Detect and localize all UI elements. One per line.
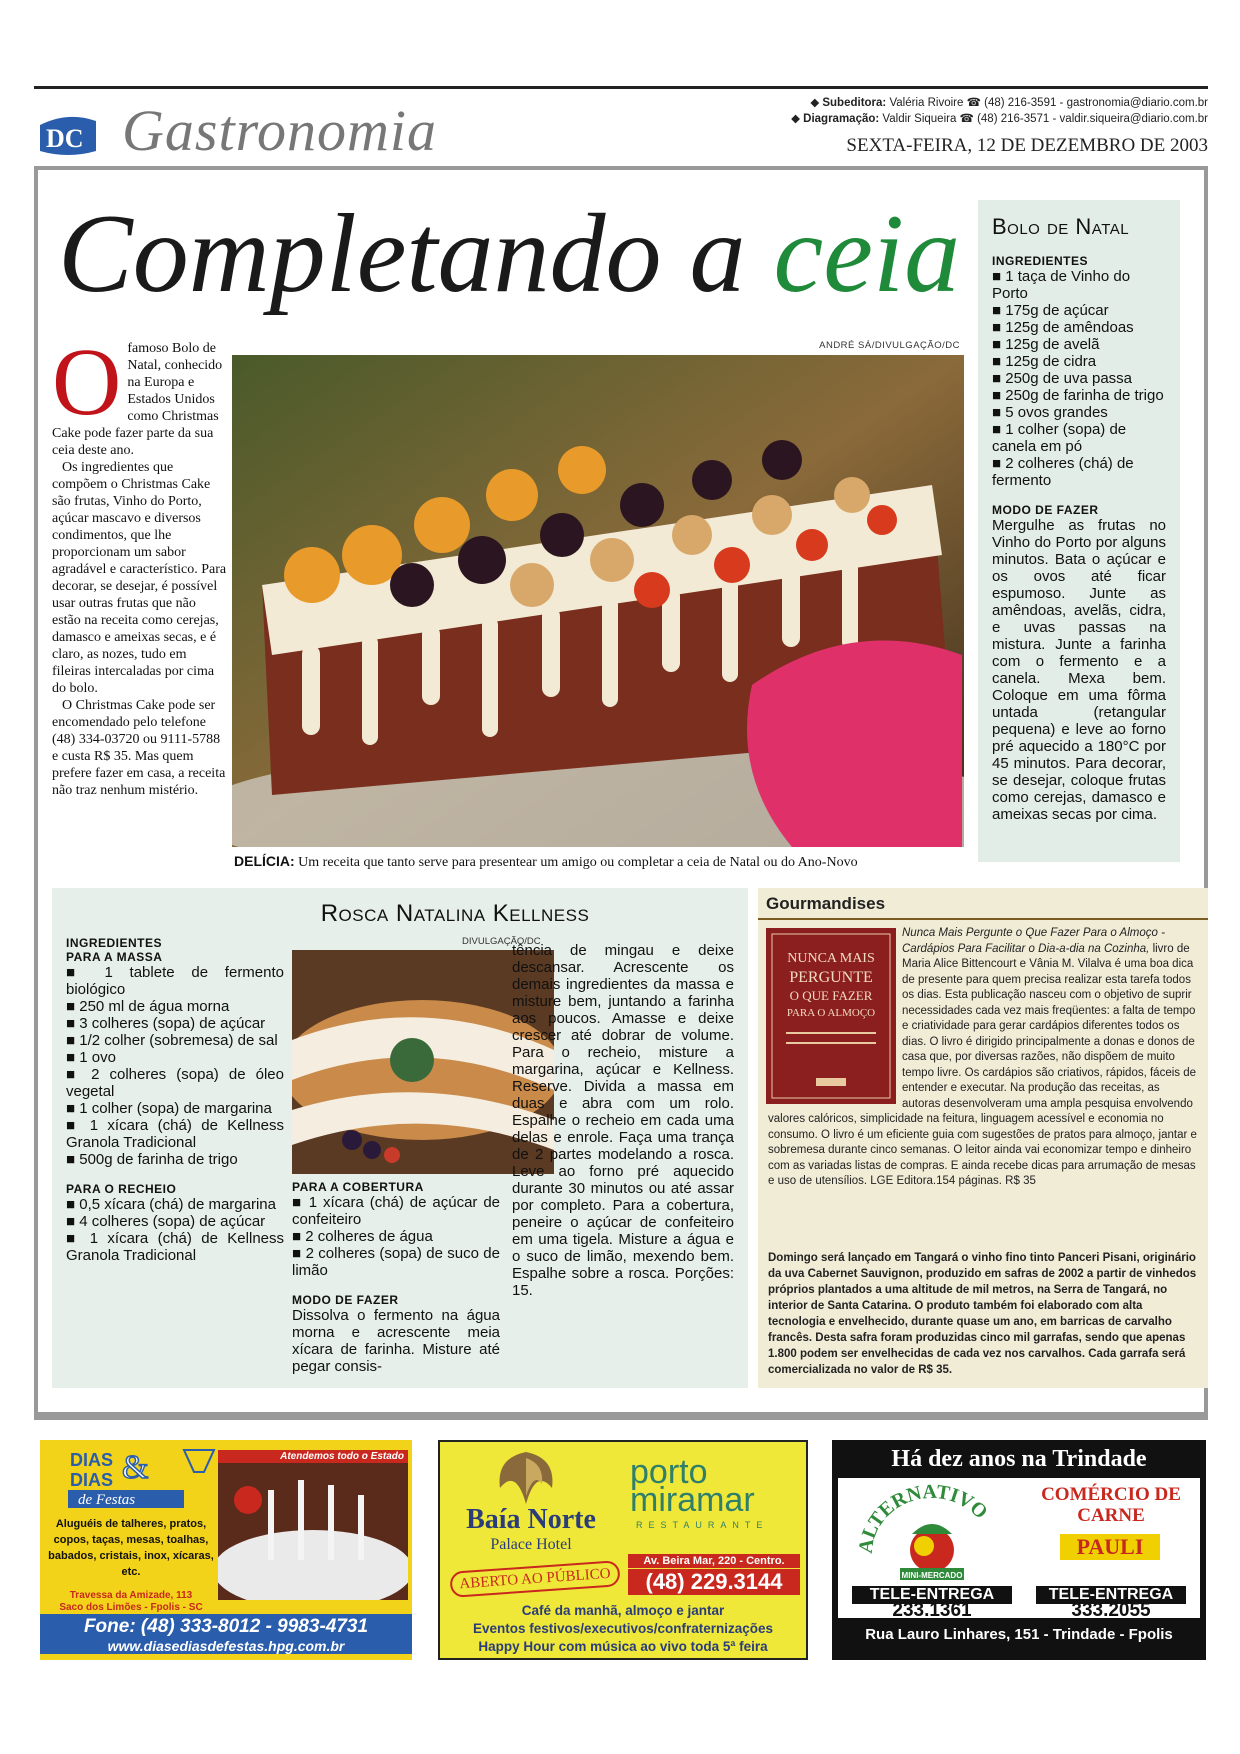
divider [34, 1416, 1208, 1420]
baia-norte-logo-icon [486, 1448, 566, 1508]
list-item: ■ 500g de farinha de trigo [66, 1151, 238, 1168]
dias-logo-icon [64, 1444, 234, 1510]
list-item: ■ 125g de amêndoas [992, 319, 1134, 336]
alt-panel [838, 1478, 1200, 1621]
dc-logo-icon [36, 111, 100, 159]
intro-text [52, 328, 228, 799]
delivery-label-right: TELE-ENTREGA [1036, 1586, 1186, 1604]
book-title: Nunca Mais Pergunte o Que Fazer Para o Almoço - Cardápios Para Facilitar o Dia-a-dia na Cozinha, [902, 927, 1165, 955]
bolo-ingredients [992, 268, 1166, 489]
delivery-label-left: TELE-ENTREGA [852, 1586, 1012, 1604]
list-item: ■ 125g de cidra [992, 353, 1097, 370]
dias-address: Travessa da Amizade, 113 Saco dos Limões - Fpolis - SC [59, 1590, 203, 1613]
list-item: ■ 1 xícara (chá) de açúcar de confeiteiro [292, 1194, 501, 1228]
ad-alternativo[interactable] [832, 1440, 1206, 1660]
headline: Completando a ceia [58, 192, 961, 316]
porto-subtitle: RESTAURANTE [636, 1520, 769, 1530]
list-item: ■ 1 colher (sopa) de margarina [66, 1100, 272, 1117]
list-item: ■ 3 colheres (sopa) de açúcar [66, 1015, 266, 1032]
intro-paragraph-1: famoso Bolo de Natal, conhecido na Europa e Estados Unidos como Christmas Cake pode fazer parte da sua ceia deste ano. [52, 341, 223, 458]
cover-line-2: PERGUNTE [789, 969, 873, 986]
svg-text:MINI-MERCADO: MINI-MERCADO [901, 1571, 963, 1580]
rosca-method-start: Dissolva o fermento na água morna e acrescente meia xícara de farinha. Misture até pegar consis- [292, 1307, 500, 1375]
logo-text: DC [46, 124, 84, 153]
cover-line-4: PARA O ALMOÇO [786, 1007, 876, 1019]
baia-address: Av. Beira Mar, 220 - Centro. [628, 1554, 800, 1568]
list-item: ■ 1 tablete de fermento biológico [66, 964, 284, 998]
list-item: ■ 175g de açúcar [992, 302, 1109, 319]
headline-accent: ceia [773, 192, 961, 316]
gourmandises-title: Gourmandises [766, 894, 886, 913]
drop-cap: O [52, 328, 122, 435]
baia-name: Baía Norte [466, 1504, 596, 1535]
intro-paragraph-3: O Christmas Cake pode ser encomendado pelo telefone (48) 334-03720 ou 9111-5788 e custa R$ 35. Mas quem prefere fazer em casa, a receita não traz nenhum mistério. [52, 698, 226, 798]
dias-photo [218, 1450, 408, 1600]
svg-text:ALTERNATIVO: ALTERNATIVO [854, 1484, 992, 1555]
table-setting-image-icon [218, 1450, 408, 1600]
ad-dias-de-festas[interactable] [40, 1440, 412, 1660]
list-item: ■ 1 xícara (chá) de Kellness Granola Tradicional [66, 1117, 284, 1151]
bolo-title: Bolo de Natal [992, 214, 1130, 239]
rosca-recipe-box [52, 888, 748, 1388]
baia-subtitle: Palace Hotel [490, 1536, 572, 1553]
intro-paragraph-2: Os ingredientes que compõem o Christmas Cake são frutas, Vinho do Porto, açúcar mascavo e diversos condimentos, que lhe proporcionam um sabor agradável e característico. Para decorar, se desejar, é possível usar outras frutas que não estão na receita como cerejas, damasco e ameixas secas, e é claro, as nozes, tudo em fileiras intercaladas por cima do bolo. [52, 460, 227, 696]
list-item: ■ 2 colheres de água [292, 1228, 433, 1245]
bolo-method: Mergulhe as frutas no Vinho do Porto por alguns minutos. Bata o açúcar e os ovos até ficar espumoso. Junte as amêndoas, avelãs, cidra, e uvas passas na mistura. Junte a farinha com o fermento e a canela. Mexa bem. Coloque em uma fôrma untada (retangular pequena) e leve ao forno pré aquecido a 180°C por 45 minutos. Para decorar, se desejar, coloque frutas como cerejas, damasco e ameixas secas por cima. [992, 517, 1166, 823]
list-item: ■ 250g de farinha de trigo [992, 387, 1164, 404]
ad-baia-norte[interactable] [438, 1440, 808, 1660]
alt-address: Rua Lauro Linhares, 151 - Trindade - Fpolis [865, 1626, 1173, 1643]
svg-text:&: & [122, 1449, 149, 1486]
list-item: ■ 2 colheres (sopa) de óleo vegetal [66, 1066, 284, 1100]
bolo-recipe-box [978, 200, 1180, 862]
dias-phone: Fone: (48) 333-8012 - 9983-4731 [40, 1614, 412, 1640]
pauli-logo: PAULI [1060, 1534, 1160, 1560]
svg-text:DIAS: DIAS [70, 1470, 114, 1490]
dias-badge: Atendemos todo o Estado [218, 1450, 408, 1463]
credits [791, 95, 1208, 127]
list-item: ■ 1 xícara (chá) de Kellness Granola Tradicional [66, 1230, 284, 1264]
list-item: ■ 1/2 colher (sobremesa) de sal [66, 1032, 278, 1049]
open-badge: ABERTO AO PÚBLICO [449, 1560, 620, 1598]
list-item: ■ 250g de uva passa [992, 370, 1133, 387]
rosca-title: Rosca Natalina Kellness [320, 900, 590, 927]
alternativo-logo-icon [852, 1484, 1012, 1584]
cover-line-3: O QUE FAZER [789, 988, 873, 1003]
rosca-massa-list [66, 964, 284, 1168]
alt-tagline: Há dez anos na Trindade [891, 1446, 1147, 1472]
svg-text:DIAS: DIAS [70, 1450, 114, 1470]
issue-date: SEXTA-FEIRA, 12 DE DEZEMBRO DE 2003 [846, 135, 1208, 156]
section-title: Gastronomia [122, 98, 437, 163]
rosca-cobertura-list [292, 1194, 500, 1279]
rosca-ingredients-head: INGREDIENTES [66, 936, 163, 950]
cake-photo [232, 355, 964, 847]
list-item: ■ 2 colheres (chá) de fermento [992, 455, 1134, 489]
cover-line-1: NUNCA MAIS [787, 951, 875, 966]
book-review: Nunca Mais Pergunte o Que Fazer Para o Almoço - Cardápios Para Facilitar o Dia-a-dia na Cozinha, livro de Maria Alice Bittencourt e Vânia M. Vilalva é uma boa dica de presente para quem precisa realizar esta tarefa todos os dias. Esta publicação nasceu com o objetivo de suprir necessidades cada vez mais freqüentes: a falta de tempo e criatividade para gerar cardápios diferentes todos os dias. O livro é dirigido principalmente a donas e donos de casa que, por diversas razões, não dispõem de muito tempo livre. Os cardápios são criativos, rápidos, fáceis de entender e executar. Na produção das receitas, as autoras desenvolveram uma ampla pesquisa envolvendo valores calóricos, simplicidade na feitura, linguagem acessível e economia no consumo. O livro é um eficiente guia com sugestões de pratos para almoço, jantar e sobremesa durante cinco semanas. O leitor ainda vai economizar tempo e dinheiro com as variadas listas de compras. E ainda recebe dicas para arrumação de mesas e uso de utensílios. LGE Editora.154 páginas. R$ 35 [768, 927, 1197, 1187]
baia-info: Café da manhã, almoço e jantar Eventos festivos/executivos/confraternizações Happy Hour com música ao vivo toda 5ª feira [472, 1603, 774, 1654]
page-header [34, 86, 1208, 166]
wine-note: Domingo será lançado em Tangará o vinho fino tinto Panceri Pisani, originário da uva Cabernet Sauvignon, produzido em safras de 2002 a partir de vinhedos próprios plantados a uma altitude de mil metros, na Serra de Tangará, no interior de Santa Catarina. O produto também foi elaborado com alta tecnologia e envelhecido, durante quase um ano, em barricas de carvalho francês. Desta safra foram produzidas cinco mil garrafas, sendo que apenas 1.800 podem ser envelhecidas de cada vez nos carvalhos. Cada garrafa será comercializada no valor de R$ 35. [768, 1252, 1197, 1376]
rosca-recheio-head: PARA O RECHEIO [66, 1182, 177, 1196]
list-item: ■ 5 ovos grandes [992, 404, 1108, 421]
delivery-phone-left: 233.1361 [892, 1600, 972, 1621]
bolo-ingredients-head: INGREDIENTES [992, 254, 1089, 268]
bolo-method-head: MODO DE FAZER [992, 503, 1099, 517]
photo-credit: ANDRÉ SÁ/DIVULGAÇÃO/DC [819, 340, 960, 351]
delivery-phone-right: 333.2055 [1071, 1600, 1151, 1621]
list-item: ■ 125g de avelã [992, 336, 1100, 353]
comercio-title: COMÉRCIO DE CARNE [1041, 1484, 1181, 1526]
rosca-column-2 [292, 1180, 500, 1375]
list-item: ■ 0,5 xícara (chá) de margarina [66, 1196, 276, 1213]
baia-phone: (48) 229.3144 [628, 1569, 800, 1595]
list-item: ■ 2 colheres (sopa) de suco de limão [292, 1245, 500, 1279]
credit-line-2: ◆ Diagramação: Valdir Siqueira ☎ (48) 216-3571 - valdir.siqueira@diario.com.br [791, 113, 1208, 125]
list-item: ■ 250 ml de água morna [66, 998, 230, 1015]
rosca-method-head: MODO DE FAZER [292, 1293, 399, 1307]
rosca-recheio-list [66, 1196, 284, 1264]
cake-image-icon [232, 355, 964, 847]
rosca-cobertura-head: PARA A COBERTURA [292, 1180, 424, 1194]
gourmandises-box [758, 888, 1208, 1388]
divider [758, 918, 1208, 920]
rosca-column-1 [66, 936, 284, 1264]
photo-caption: DELÍCIA: Um receita que tanto serve para presentear um amigo ou completar a ceia de Natal ou do Ano-Novo [234, 853, 858, 870]
dias-site-link[interactable]: www.diasediasdefestas.hpg.com.br [40, 1638, 412, 1654]
credit-line-1: ◆ Subeditora: Valéria Rivoire ☎ (48) 216-3591 - gastronomia@diario.com.br [810, 97, 1208, 109]
rosca-photo-credit: DIVULGAÇÃO/DC [462, 936, 541, 947]
dias-services: Aluguéis de talheres, pratos, copos, taças, mesas, toalhas, babados, cristais, inox, xícaras, etc. [48, 1518, 214, 1578]
rosca-massa-head: PARA A MASSA [66, 950, 163, 964]
svg-text:de Festas: de Festas [78, 1492, 136, 1508]
porto-miramar-logo: porto miramar [630, 1453, 755, 1519]
list-item: ■ 1 ovo [66, 1049, 116, 1066]
rosca-method-continued: tência de mingau e deixe descansar. Acrescente os demais ingredientes da massa e misture bem, juntando a farinha aos poucos. Amasse e deixe crescer até dobrar de volume. Para o recheio, misture a margarina, açúcar e Kellness. Reserve. Divida a massa em duas e abra com um rolo. Espalhe o recheio em cada uma delas e enrole. Faça uma trança de 2 partes modelando a rosca. Leve ao forno pré aquecido durante 30 minutos ou até assar por completo. Para a cobertura, peneire o açúcar de confeiteiro em uma tigela. Misture a água e o suco de limão, mexendo bem. Espalhe sobre a rosca. Porções: 15. [512, 942, 734, 1299]
list-item: ■ 4 colheres (sopa) de açúcar [66, 1213, 266, 1230]
list-item: ■ 1 taça de Vinho do Porto [992, 268, 1131, 302]
list-item: ■ 1 colher (sopa) de canela em pó [992, 421, 1127, 455]
